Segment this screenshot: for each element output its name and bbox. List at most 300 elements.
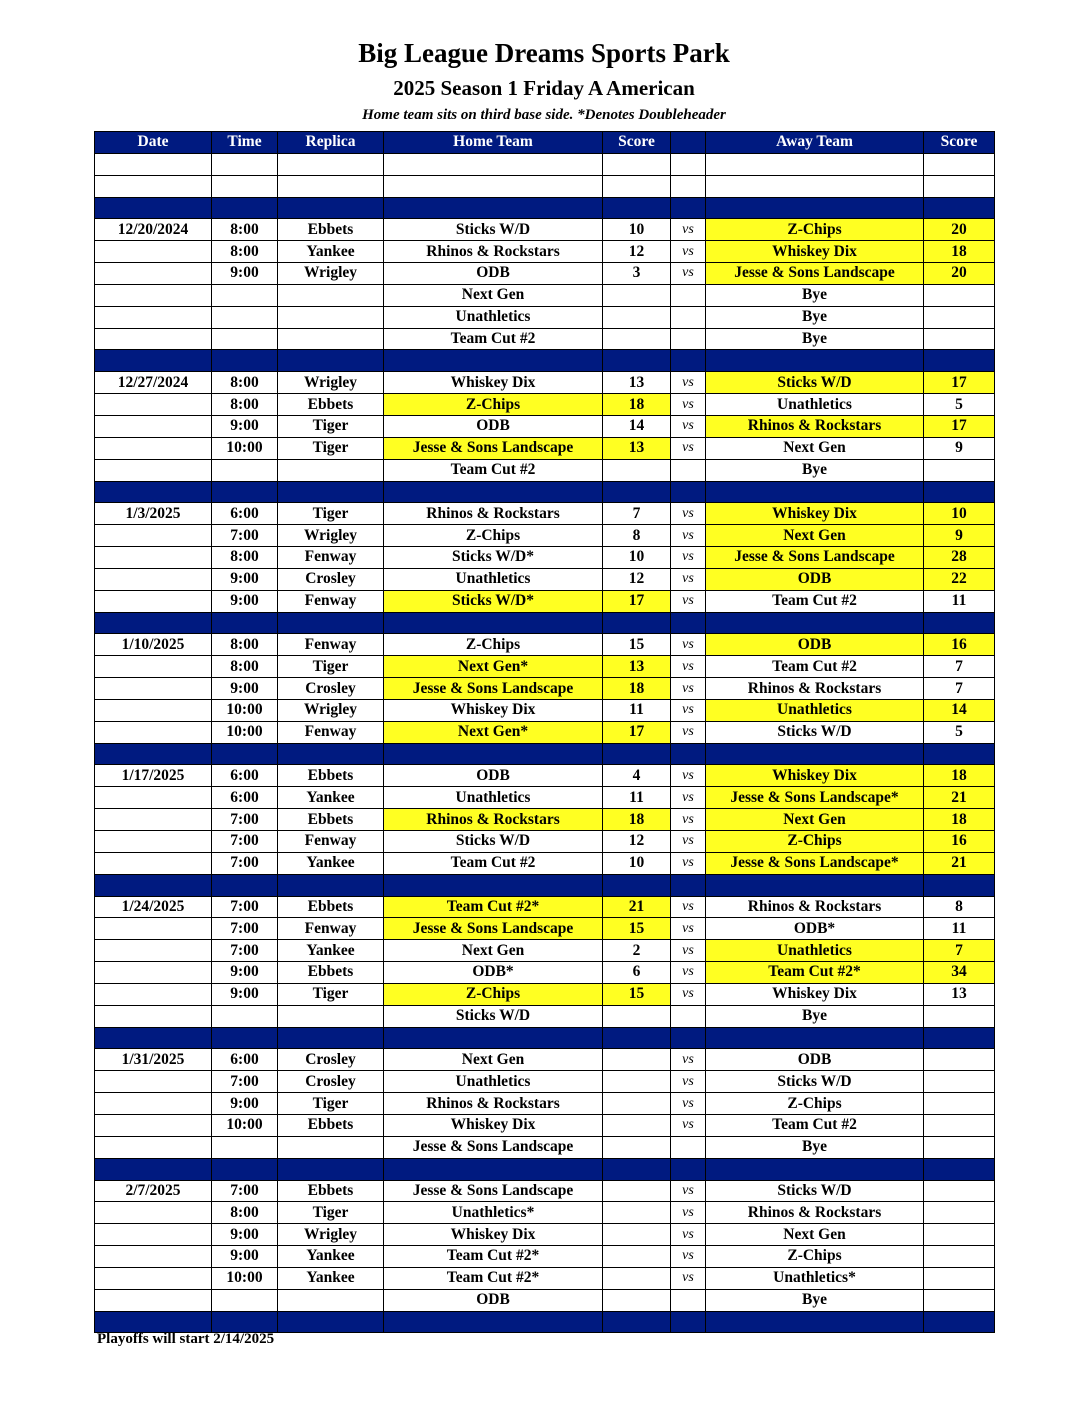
separator-cell [603, 481, 671, 503]
away-team: Sticks W/D [706, 1071, 924, 1093]
away-score [924, 1289, 995, 1311]
away-team: Team Cut #2 [706, 590, 924, 612]
home-team: Jesse & Sons Landscape [384, 1136, 603, 1158]
game-date [95, 547, 212, 569]
home-team: Sticks W/D* [384, 590, 603, 612]
vs-label: vs [671, 525, 706, 547]
vs-label: vs [671, 1180, 706, 1202]
col-header-replica: Replica [278, 132, 384, 154]
game-replica-field: Tiger [278, 1093, 384, 1115]
vs-label: vs [671, 962, 706, 984]
vs-label: vs [671, 699, 706, 721]
away-team: Bye [706, 1289, 924, 1311]
game-date: 1/10/2025 [95, 634, 212, 656]
week-separator-row [95, 1027, 995, 1049]
home-team: ODB [384, 765, 603, 787]
game-time [212, 1005, 278, 1027]
separator-cell [212, 1027, 278, 1049]
away-team: Team Cut #2* [706, 962, 924, 984]
away-score: 10 [924, 503, 995, 525]
game-time [212, 1136, 278, 1158]
season-subtitle: 2025 Season 1 Friday A American [393, 76, 695, 100]
home-score [603, 284, 671, 306]
game-time: 6:00 [212, 765, 278, 787]
away-team: Jesse & Sons Landscape [706, 263, 924, 285]
col-header-time: Time [212, 132, 278, 154]
home-team: Whiskey Dix [384, 1114, 603, 1136]
game-time [212, 328, 278, 350]
home-score: 17 [603, 721, 671, 743]
home-score [603, 175, 671, 197]
game-time: 7:00 [212, 1071, 278, 1093]
game-time: 8:00 [212, 634, 278, 656]
away-score: 21 [924, 787, 995, 809]
vs-label: vs [671, 896, 706, 918]
home-team: Team Cut #2 [384, 459, 603, 481]
game-row [95, 1224, 995, 1246]
game-time: 9:00 [212, 983, 278, 1005]
game-row [95, 1114, 995, 1136]
vs-label: vs [671, 1093, 706, 1115]
game-time: 7:00 [212, 525, 278, 547]
game-time: 6:00 [212, 787, 278, 809]
away-score: 16 [924, 634, 995, 656]
separator-cell [706, 612, 924, 634]
separator-cell [924, 350, 995, 372]
away-team: Rhinos & Rockstars [706, 415, 924, 437]
game-row [95, 656, 995, 678]
game-date: 1/31/2025 [95, 1049, 212, 1071]
home-score: 10 [603, 219, 671, 241]
away-team: Z-Chips [706, 1093, 924, 1115]
vs-label: vs [671, 1267, 706, 1289]
game-row [95, 1202, 995, 1224]
separator-cell [924, 743, 995, 765]
away-score [924, 1071, 995, 1093]
separator-cell [671, 350, 706, 372]
away-team: Rhinos & Rockstars [706, 896, 924, 918]
home-team: Unathletics* [384, 1202, 603, 1224]
game-row [95, 831, 995, 853]
separator-cell [95, 1311, 212, 1333]
game-time: 6:00 [212, 503, 278, 525]
game-replica-field: Fenway [278, 590, 384, 612]
vs-label: vs [671, 831, 706, 853]
away-score [924, 1202, 995, 1224]
separator-cell [924, 481, 995, 503]
away-score: 18 [924, 241, 995, 263]
game-time: 9:00 [212, 1246, 278, 1268]
separator-cell [278, 481, 384, 503]
game-replica-field [278, 328, 384, 350]
home-score [603, 1071, 671, 1093]
separator-cell [706, 1027, 924, 1049]
game-row [95, 1136, 995, 1158]
home-team [384, 175, 603, 197]
game-date [95, 1114, 212, 1136]
vs-label: vs [671, 1246, 706, 1268]
game-row [95, 1267, 995, 1289]
away-score: 9 [924, 437, 995, 459]
game-date [95, 153, 212, 175]
game-date: 1/17/2025 [95, 765, 212, 787]
table-header-row [95, 132, 995, 154]
away-team: Sticks W/D [706, 721, 924, 743]
col-header-date: Date [95, 132, 212, 154]
home-score [603, 1267, 671, 1289]
home-team: ODB [384, 1289, 603, 1311]
home-score: 8 [603, 525, 671, 547]
vs-label: vs [671, 503, 706, 525]
away-team: Team Cut #2 [706, 656, 924, 678]
home-team: Next Gen [384, 1049, 603, 1071]
game-time [212, 1289, 278, 1311]
away-team: ODB [706, 634, 924, 656]
separator-cell [924, 612, 995, 634]
game-date [95, 568, 212, 590]
home-score: 6 [603, 962, 671, 984]
vs-label: vs [671, 568, 706, 590]
home-score [603, 328, 671, 350]
home-score: 13 [603, 437, 671, 459]
home-team: Rhinos & Rockstars [384, 809, 603, 831]
separator-cell [212, 1311, 278, 1333]
away-score [924, 1136, 995, 1158]
vs-label [671, 153, 706, 175]
game-replica-field: Fenway [278, 918, 384, 940]
away-team: Whiskey Dix [706, 503, 924, 525]
away-score [924, 1246, 995, 1268]
game-replica-field [278, 459, 384, 481]
home-team: Whiskey Dix [384, 1224, 603, 1246]
separator-cell [278, 612, 384, 634]
separator-cell [671, 743, 706, 765]
game-row [95, 219, 995, 241]
game-row [95, 918, 995, 940]
separator-cell [924, 874, 995, 896]
game-replica-field: Crosley [278, 1071, 384, 1093]
away-score: 21 [924, 852, 995, 874]
game-replica-field [278, 153, 384, 175]
away-score [924, 459, 995, 481]
away-score [924, 1049, 995, 1071]
game-date [95, 1224, 212, 1246]
col-header-vs [671, 132, 706, 154]
away-team: Unathletics* [706, 1267, 924, 1289]
separator-cell [384, 350, 603, 372]
game-replica-field: Ebbets [278, 962, 384, 984]
game-date [95, 1005, 212, 1027]
away-score [924, 306, 995, 328]
home-team: Next Gen* [384, 656, 603, 678]
vs-label: vs [671, 634, 706, 656]
away-score: 17 [924, 372, 995, 394]
away-score: 13 [924, 983, 995, 1005]
game-row [95, 721, 995, 743]
game-date [95, 1246, 212, 1268]
game-row [95, 263, 995, 285]
separator-cell [603, 350, 671, 372]
game-row [95, 241, 995, 263]
separator-cell [671, 874, 706, 896]
home-score: 18 [603, 394, 671, 416]
separator-cell [212, 481, 278, 503]
game-row [95, 809, 995, 831]
separator-cell [95, 481, 212, 503]
game-replica-field: Tiger [278, 437, 384, 459]
game-time: 8:00 [212, 372, 278, 394]
away-score: 28 [924, 547, 995, 569]
separator-cell [278, 1311, 384, 1333]
separator-cell [603, 874, 671, 896]
home-team [384, 153, 603, 175]
away-team: Bye [706, 306, 924, 328]
game-time: 9:00 [212, 1093, 278, 1115]
away-team: Unathletics [706, 940, 924, 962]
game-replica-field [278, 1005, 384, 1027]
game-date [95, 1071, 212, 1093]
away-team: Next Gen [706, 525, 924, 547]
separator-cell [212, 612, 278, 634]
home-team: Unathletics [384, 568, 603, 590]
separator-cell [384, 197, 603, 219]
separator-cell [95, 197, 212, 219]
game-time: 7:00 [212, 1180, 278, 1202]
away-team: Bye [706, 1136, 924, 1158]
separator-cell [671, 197, 706, 219]
away-score: 18 [924, 765, 995, 787]
home-score [603, 1093, 671, 1115]
home-team: Next Gen [384, 284, 603, 306]
game-time: 9:00 [212, 415, 278, 437]
game-time: 9:00 [212, 263, 278, 285]
away-team: Bye [706, 1005, 924, 1027]
separator-cell [603, 197, 671, 219]
home-score: 15 [603, 918, 671, 940]
game-time: 7:00 [212, 831, 278, 853]
home-score: 12 [603, 568, 671, 590]
game-replica-field: Ebbets [278, 394, 384, 416]
game-date [95, 175, 212, 197]
home-score: 3 [603, 263, 671, 285]
vs-label: vs [671, 1224, 706, 1246]
separator-cell [671, 1311, 706, 1333]
home-team: Rhinos & Rockstars [384, 241, 603, 263]
home-team: Sticks W/D* [384, 547, 603, 569]
away-team: Rhinos & Rockstars [706, 678, 924, 700]
game-row [95, 699, 995, 721]
home-score [603, 1136, 671, 1158]
game-time: 10:00 [212, 1114, 278, 1136]
home-score [603, 1180, 671, 1202]
home-score: 21 [603, 896, 671, 918]
separator-cell [603, 1311, 671, 1333]
col-header-away-team: Away Team [706, 132, 924, 154]
separator-cell [671, 1158, 706, 1180]
separator-cell [384, 874, 603, 896]
away-score: 5 [924, 721, 995, 743]
game-time: 8:00 [212, 656, 278, 678]
separator-cell [212, 743, 278, 765]
game-row [95, 175, 995, 197]
away-score: 11 [924, 590, 995, 612]
away-team: Z-Chips [706, 831, 924, 853]
game-replica-field: Ebbets [278, 219, 384, 241]
home-score [603, 306, 671, 328]
schedule-table [94, 131, 995, 1333]
game-date [95, 1093, 212, 1115]
home-team: ODB [384, 415, 603, 437]
separator-cell [671, 612, 706, 634]
game-row [95, 787, 995, 809]
game-time: 6:00 [212, 1049, 278, 1071]
game-replica-field: Ebbets [278, 1114, 384, 1136]
game-date [95, 1136, 212, 1158]
separator-cell [278, 743, 384, 765]
game-row [95, 634, 995, 656]
game-date [95, 241, 212, 263]
game-date [95, 459, 212, 481]
game-row [95, 306, 995, 328]
game-row [95, 896, 995, 918]
game-replica-field: Yankee [278, 241, 384, 263]
game-replica-field: Fenway [278, 721, 384, 743]
vs-label: vs [671, 590, 706, 612]
game-row [95, 394, 995, 416]
away-score: 7 [924, 940, 995, 962]
vs-label: vs [671, 809, 706, 831]
game-replica-field: Wrigley [278, 699, 384, 721]
home-score [603, 1246, 671, 1268]
vs-label: vs [671, 1071, 706, 1093]
home-score: 13 [603, 372, 671, 394]
home-score [603, 1224, 671, 1246]
vs-label: vs [671, 765, 706, 787]
game-replica-field: Yankee [278, 1267, 384, 1289]
home-score: 10 [603, 547, 671, 569]
separator-cell [924, 1158, 995, 1180]
home-score: 12 [603, 241, 671, 263]
game-row [95, 547, 995, 569]
separator-cell [384, 1158, 603, 1180]
away-team: Whiskey Dix [706, 765, 924, 787]
vs-label [671, 175, 706, 197]
vs-label: vs [671, 678, 706, 700]
home-team: Team Cut #2 [384, 852, 603, 874]
game-time: 7:00 [212, 918, 278, 940]
separator-cell [95, 612, 212, 634]
game-date [95, 962, 212, 984]
vs-label: vs [671, 394, 706, 416]
home-team: Jesse & Sons Landscape [384, 437, 603, 459]
game-row [95, 1005, 995, 1027]
vs-label: vs [671, 656, 706, 678]
separator-cell [212, 197, 278, 219]
game-replica-field: Wrigley [278, 525, 384, 547]
game-row [95, 852, 995, 874]
vs-label: vs [671, 1114, 706, 1136]
game-date [95, 699, 212, 721]
week-separator-row [95, 197, 995, 219]
home-team: Sticks W/D [384, 831, 603, 853]
home-score [603, 1114, 671, 1136]
game-row [95, 153, 995, 175]
col-header-home-team: Home Team [384, 132, 603, 154]
away-score: 18 [924, 809, 995, 831]
game-time: 9:00 [212, 568, 278, 590]
game-replica-field: Crosley [278, 678, 384, 700]
separator-cell [603, 1158, 671, 1180]
separator-cell [384, 481, 603, 503]
game-replica-field: Tiger [278, 1202, 384, 1224]
game-replica-field [278, 1136, 384, 1158]
away-team: Jesse & Sons Landscape* [706, 852, 924, 874]
vs-label: vs [671, 219, 706, 241]
home-score: 2 [603, 940, 671, 962]
separator-cell [278, 1158, 384, 1180]
game-replica-field [278, 284, 384, 306]
away-score [924, 1005, 995, 1027]
home-team: Team Cut #2* [384, 1246, 603, 1268]
separator-cell [706, 481, 924, 503]
separator-cell [384, 743, 603, 765]
away-score [924, 1267, 995, 1289]
game-date [95, 940, 212, 962]
vs-label: vs [671, 918, 706, 940]
away-score: 20 [924, 219, 995, 241]
game-row [95, 678, 995, 700]
game-row [95, 590, 995, 612]
home-team: Jesse & Sons Landscape [384, 1180, 603, 1202]
home-score [603, 1005, 671, 1027]
vs-label [671, 1136, 706, 1158]
vs-label: vs [671, 241, 706, 263]
separator-cell [706, 1311, 924, 1333]
away-score: 16 [924, 831, 995, 853]
game-date [95, 678, 212, 700]
game-date [95, 721, 212, 743]
vs-label [671, 328, 706, 350]
game-date: 1/3/2025 [95, 503, 212, 525]
game-time: 8:00 [212, 547, 278, 569]
game-row [95, 1093, 995, 1115]
separator-cell [924, 1311, 995, 1333]
separator-cell [278, 197, 384, 219]
separator-cell [603, 612, 671, 634]
separator-cell [671, 1027, 706, 1049]
game-row [95, 962, 995, 984]
away-score: 34 [924, 962, 995, 984]
game-time [212, 284, 278, 306]
away-score: 7 [924, 656, 995, 678]
home-score: 15 [603, 634, 671, 656]
away-score: 14 [924, 699, 995, 721]
home-score: 7 [603, 503, 671, 525]
vs-label: vs [671, 1202, 706, 1224]
away-team: ODB* [706, 918, 924, 940]
separator-cell [706, 874, 924, 896]
game-replica-field: Yankee [278, 1246, 384, 1268]
away-score [924, 328, 995, 350]
separator-cell [212, 350, 278, 372]
home-score: 10 [603, 852, 671, 874]
game-time: 9:00 [212, 1224, 278, 1246]
home-team: ODB [384, 263, 603, 285]
game-date [95, 525, 212, 547]
away-team: Next Gen [706, 1224, 924, 1246]
game-time: 8:00 [212, 219, 278, 241]
game-date [95, 831, 212, 853]
